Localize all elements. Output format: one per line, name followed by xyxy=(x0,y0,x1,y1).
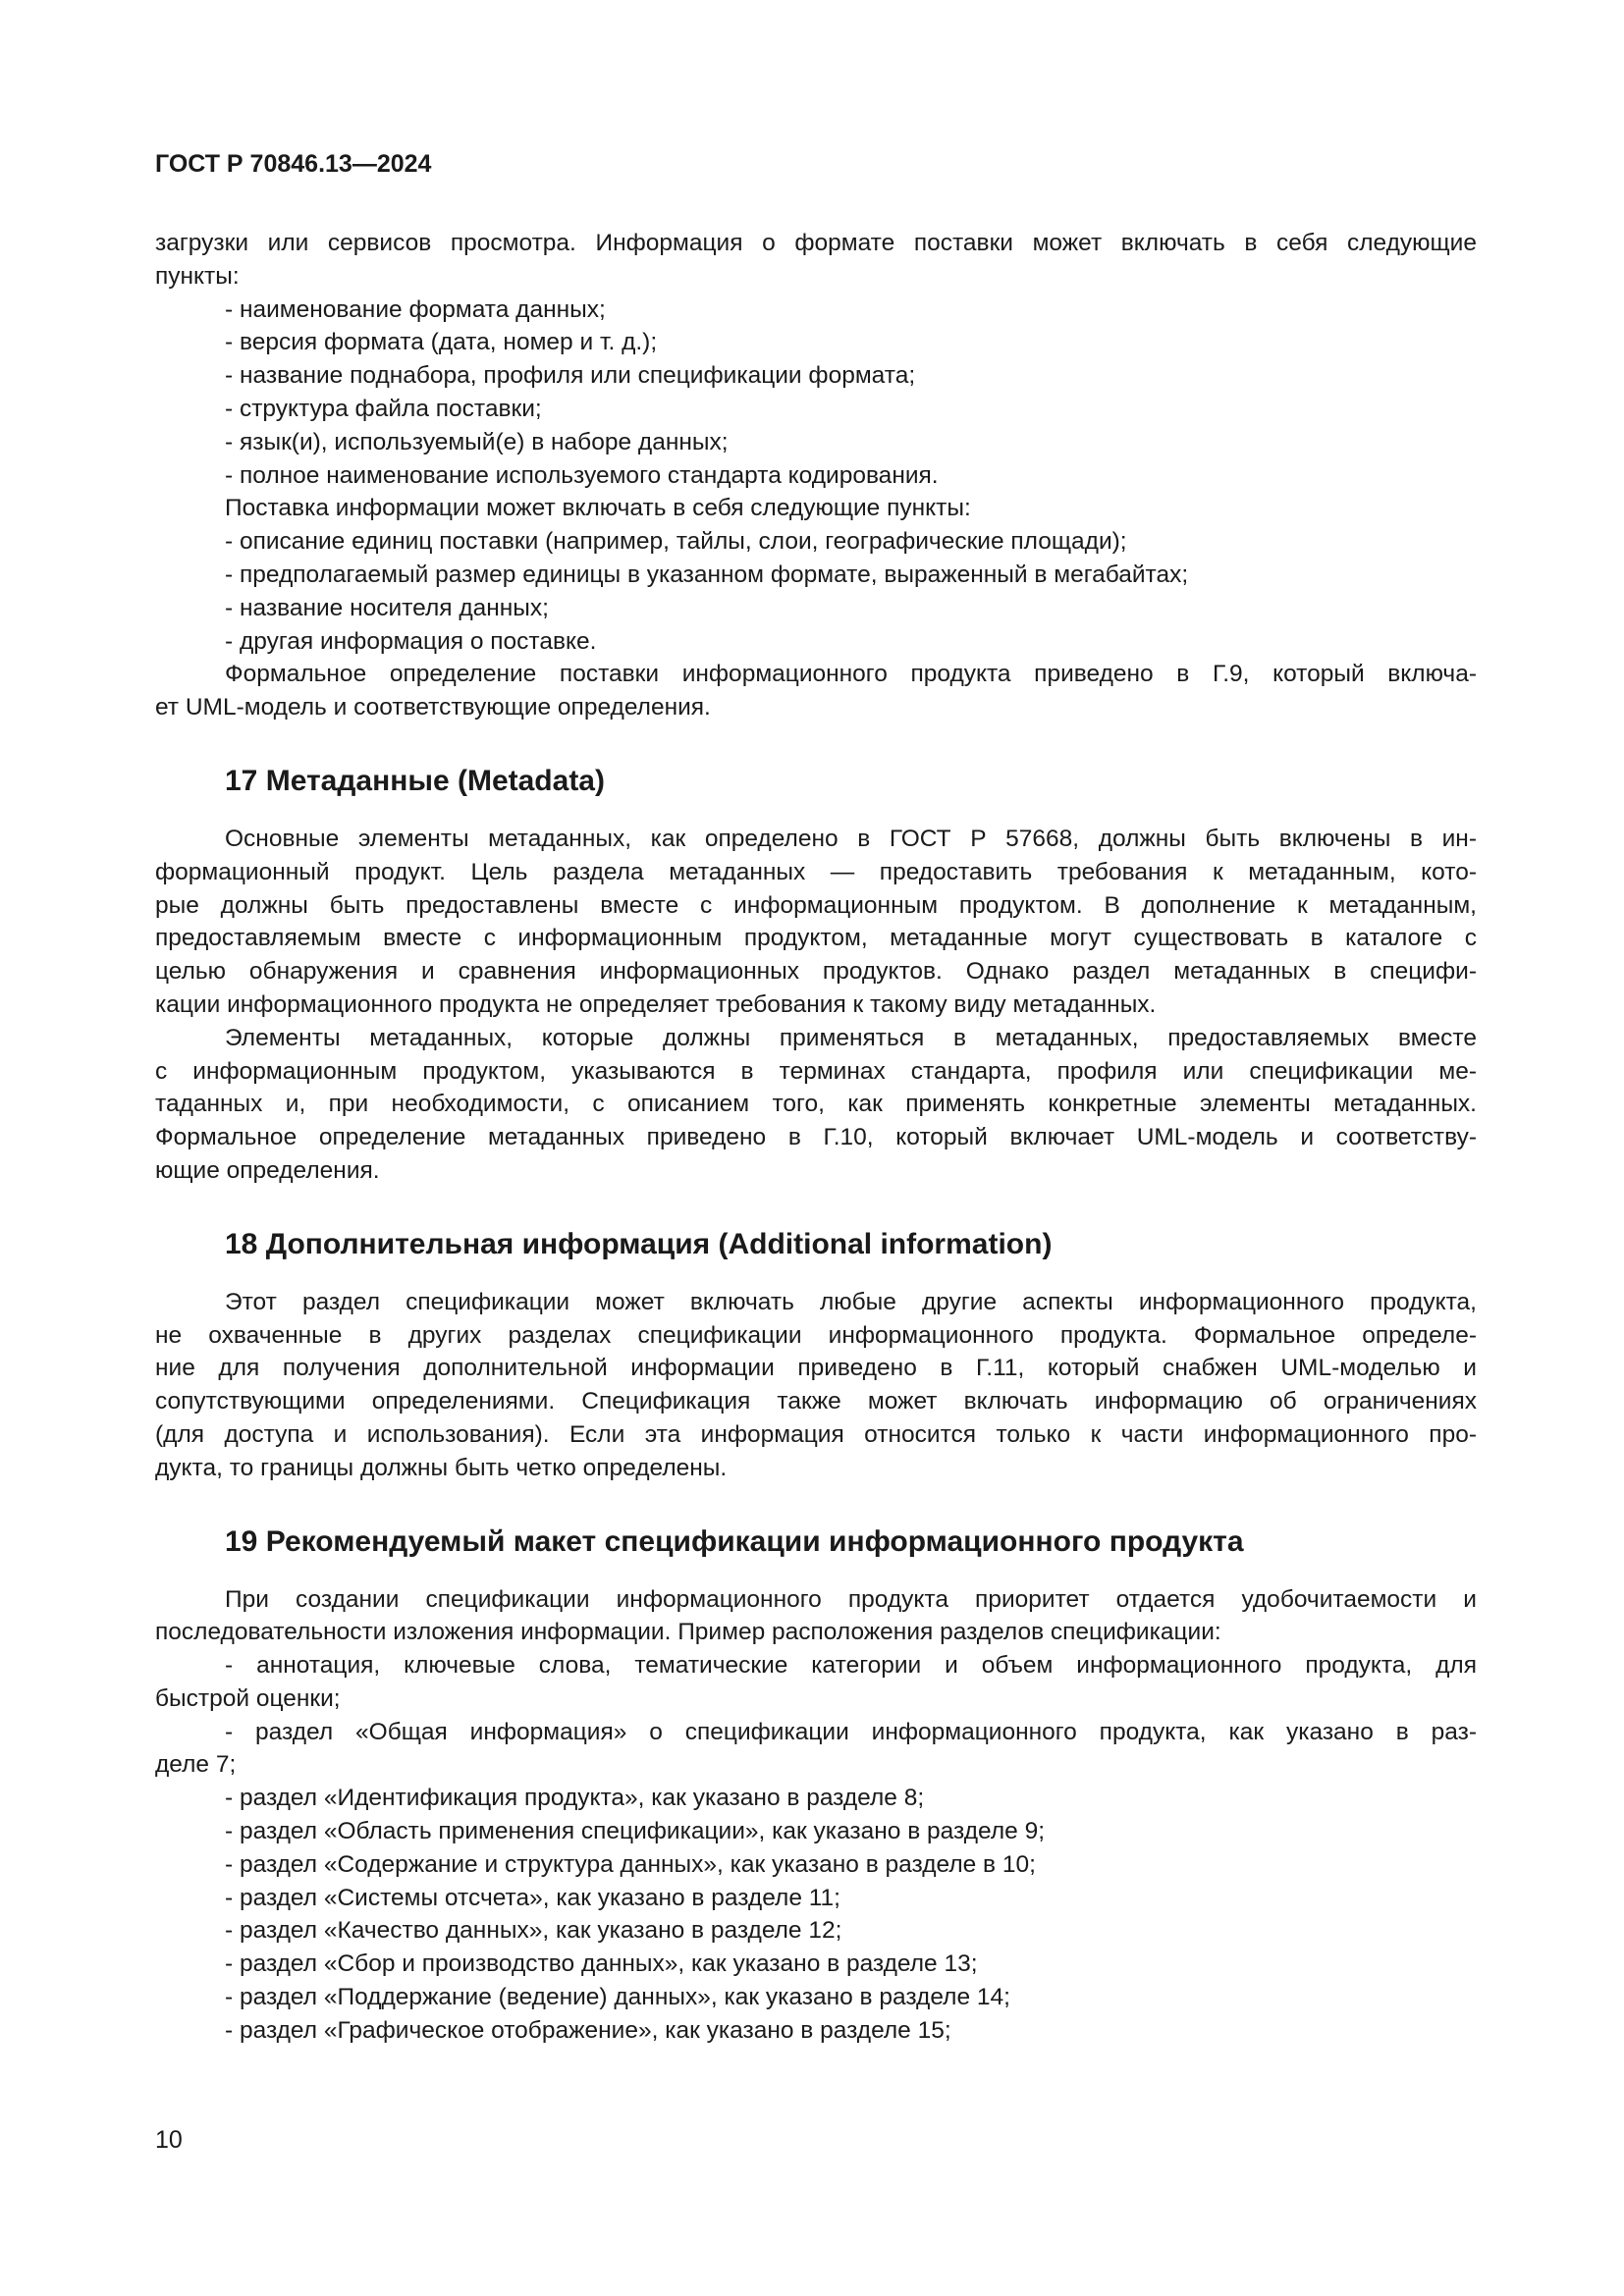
text-line: - раздел «Качество данных», как указано в разделе 12; xyxy=(225,1917,842,1945)
text-line: деле 7; xyxy=(155,1751,237,1779)
paragraph xyxy=(155,592,1477,625)
text-line: - раздел «Графическое отображение», как указано в разделе 15; xyxy=(225,2016,951,2044)
text-line: загрузки или сервисов просмотра. Информация о формате поставки может включать в себя следующие xyxy=(155,230,1477,256)
text-line: Элементы метаданных, которые должны применяться в метаданных, предоставляемых вместе xyxy=(225,1024,1477,1051)
paragraph xyxy=(155,1848,1477,1882)
paragraph xyxy=(155,393,1477,426)
text-line: - название носителя данных; xyxy=(225,594,549,621)
section-heading: 19 Рекомендуемый макет спецификации информационного продукта xyxy=(225,1524,1244,1558)
text-line: - название поднабора, профиля или спецификации формата; xyxy=(225,362,916,390)
text-line: рые должны быть предоставлены вместе с информационным продуктом. В дополнение к метаданным, xyxy=(155,891,1477,919)
paragraph xyxy=(155,294,1477,327)
paragraph xyxy=(155,359,1477,393)
text-line: ние для получения дополнительной информации приведено в Г.11, который снабжен UML-моделью и xyxy=(155,1355,1477,1382)
text-line: сопутствующими определениями. Спецификация также может включать информацию об ограничениях xyxy=(155,1388,1477,1415)
text-line: Формальное определение поставки информационного продукта приведено в Г.9, который включа- xyxy=(225,661,1477,688)
paragraph xyxy=(155,326,1477,359)
paragraph xyxy=(155,492,1477,525)
paragraph xyxy=(155,1022,1477,1188)
text-line: При создании спецификации информационного продукта приоритет отдается удобочитаемости и xyxy=(225,1585,1477,1613)
document-body xyxy=(155,227,1477,2048)
text-line: последовательности изложения информации. Пример расположения разделов спецификации: xyxy=(155,1619,1221,1646)
text-line: ющие определения. xyxy=(155,1156,380,1184)
text-line: быстрой оценки; xyxy=(155,1684,341,1712)
text-line: - язык(и), используемый(е) в наборе данных; xyxy=(225,428,729,455)
paragraph xyxy=(155,1286,1477,1485)
text-line: - наименование формата данных; xyxy=(225,295,606,323)
section-heading: 18 Дополнительная информация (Additional information) xyxy=(225,1227,1053,1260)
text-line: - структура файла поставки; xyxy=(225,395,542,422)
paragraph xyxy=(155,658,1477,724)
text-line: формационный продукт. Цель раздела метаданных — предоставить требования к метаданным, кото- xyxy=(155,858,1477,885)
text-line: - раздел «Содержание и структура данных», как указано в разделе в 10; xyxy=(225,1850,1036,1878)
text-line: - полное наименование используемого стандарта кодирования. xyxy=(225,461,939,489)
text-line: целью обнаружения и сравнения информационных продуктов. Однако раздел метаданных в специфи- xyxy=(155,958,1477,986)
paragraph xyxy=(155,1716,1477,1783)
paragraph xyxy=(155,227,1477,294)
text-line: предоставляемым вместе с информационным продуктом, метаданные могут существовать в каталоге с xyxy=(155,925,1477,952)
document-header: ГОСТ Р 70846.13—2024 xyxy=(155,150,432,178)
page-number: 10 xyxy=(155,2126,183,2154)
text-line: Основные элементы метаданных, как определено в ГОСТ Р 57668, должны быть включены в ин- xyxy=(225,825,1477,852)
text-line: - раздел «Сбор и производство данных», как указано в разделе 13; xyxy=(225,1950,978,1978)
text-line: - раздел «Область применения спецификации», как указано в разделе 9; xyxy=(225,1818,1045,1845)
text-line: - раздел «Системы отсчета», как указано в разделе 11; xyxy=(225,1884,840,1911)
text-line: кации информационного продукта не определяет требования к такому виду метаданных. xyxy=(155,990,1157,1018)
text-line: - описание единиц поставки (например, тайлы, слои, географические площади); xyxy=(225,528,1127,556)
paragraph xyxy=(155,625,1477,659)
text-line: не охваченные в других разделах спецификации информационного продукта. Формальное определе- xyxy=(155,1321,1477,1349)
text-line: ет UML-модель и соответствующие определения. xyxy=(155,694,711,721)
paragraph xyxy=(155,1981,1477,2014)
text-line: Поставка информации может включать в себя следующие пункты: xyxy=(225,495,971,522)
paragraph xyxy=(155,1782,1477,1815)
text-line: таданных и, при необходимости, с описанием того, как применять конкретные элементы метаданных. xyxy=(155,1091,1477,1118)
paragraph xyxy=(155,2014,1477,2048)
text-line: - аннотация, ключевые слова, тематические категории и объем информационного продукта, для xyxy=(225,1652,1477,1680)
paragraph xyxy=(155,426,1477,459)
paragraph xyxy=(155,559,1477,592)
text-line: дукта, то границы должны быть четко определены. xyxy=(155,1454,728,1481)
text-line: Формальное определение метаданных приведено в Г.10, который включает UML-модель и соответству- xyxy=(155,1124,1477,1151)
paragraph xyxy=(155,1914,1477,1948)
paragraph xyxy=(155,525,1477,559)
text-line: Этот раздел спецификации может включать любые другие аспекты информационного продукта, xyxy=(225,1288,1477,1315)
text-line: - другая информация о поставке. xyxy=(225,627,597,655)
text-line: - версия формата (дата, номер и т. д.); xyxy=(225,329,658,356)
text-line: с информационным продуктом, указываются в терминах стандарта, профиля или спецификации ме- xyxy=(155,1057,1477,1085)
text-line: - предполагаемый размер единицы в указанном формате, выраженный в мегабайтах; xyxy=(225,561,1189,588)
paragraph xyxy=(155,1815,1477,1848)
text-line: (для доступа и использования). Если эта информация относится только к части информационного про- xyxy=(155,1420,1477,1448)
section-heading: 17 Метаданные (Metadata) xyxy=(225,764,605,797)
paragraph xyxy=(155,1948,1477,1981)
text-line: - раздел «Общая информация» о спецификации информационного продукта, как указано в раз- xyxy=(225,1718,1477,1745)
paragraph xyxy=(155,1649,1477,1716)
text-line: пункты: xyxy=(155,262,240,290)
paragraph xyxy=(155,459,1477,493)
text-line: - раздел «Идентификация продукта», как указано в разделе 8; xyxy=(225,1785,925,1812)
paragraph xyxy=(155,1583,1477,1650)
text-line: - раздел «Поддержание (ведение) данных», как указано в разделе 14; xyxy=(225,1984,1010,2011)
paragraph xyxy=(155,1882,1477,1915)
paragraph xyxy=(155,823,1477,1022)
